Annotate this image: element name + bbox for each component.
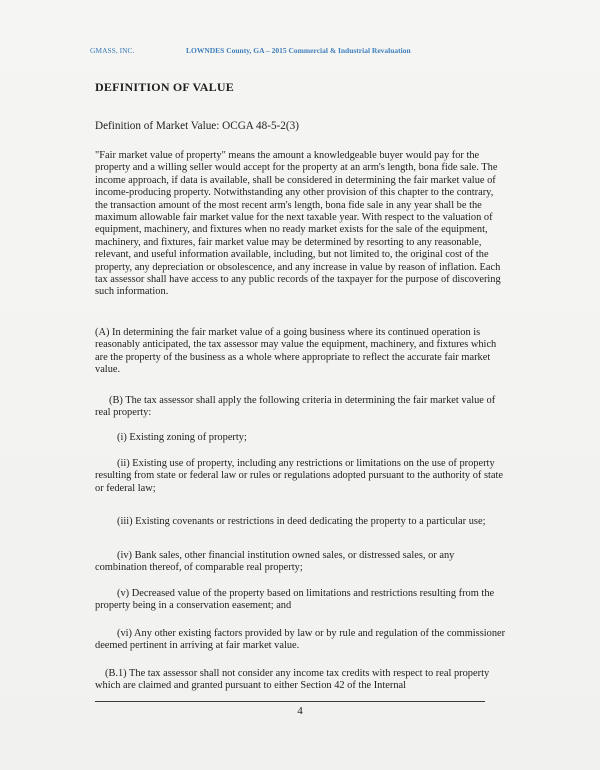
paragraph-b: (B) The tax assessor shall apply the following criteria in determining the fair market value of real property: <box>95 395 496 419</box>
paragraph-intro: "Fair market value of property" means the amount a knowledgeable buyer would pay for the property and a willing seller would accept for the property at an arm's length, bona fide sale. The income approach, if data is available, shall be considered in determining the fair market value of income-producing property. Notwithstanding any other provision of this chapter to the contrary, the transaction amount of the most recent arm's length, bona fide sale in any year shall be the maximum allowable fair market value for the next taxable year. With respect to the valuation of equipment, machinery, and fixtures when no ready market exists for the sale of the equipment, machinery, and fixtures, fair market value may be determined by resorting to any reasonable, relevant, and useful information available, including, but not limited to, the original cost of the property, any depreciation or obsolescence, and any increase in value by reason of inflation. Each tax assessor shall have access to any public records of the taxpayer for the purpose of discovering such information. <box>95 150 501 298</box>
footer-divider <box>95 701 485 702</box>
paragraph-a: (A) In determining the fair market value of a going business where its continued operation is reasonably anticipated, the tax assessor may value the equipment, machinery, and fixtures which are the property of the business as a whole where appropriate to reflect the accurate fair market value. <box>95 327 497 376</box>
header-title: LOWNDES County, GA – 2015 Commercial & Industrial Revaluation <box>186 46 411 55</box>
section-heading: DEFINITION OF VALUE <box>95 80 234 94</box>
header-company: GMASS, INC. <box>90 46 135 55</box>
criteria-ii: (ii) Existing use of property, including any restrictions or limitations on the use of property resulting from state or federal law or rules or regulations adopted pursuant to the authority of state or federal law; <box>95 458 503 494</box>
market-value-subheading: Definition of Market Value: OCGA 48-5-2(3) <box>95 120 299 132</box>
criteria-iii: (iii) Existing covenants or restrictions in deed dedicating the property to a particular use; <box>117 516 486 527</box>
criteria-v: (v) Decreased value of the property based on limitations and restrictions resulting from the property being in a conservation easement; and <box>95 588 495 612</box>
page-number: 4 <box>297 705 303 717</box>
criteria-iv: (iv) Bank sales, other financial institution owned sales, or distressed sales, or any combination thereof, of comparable real property; <box>95 550 455 574</box>
criteria-vi: (vi) Any other existing factors provided by law or by rule and regulation of the commissioner deemed pertinent in arriving at fair market value. <box>95 628 506 652</box>
criteria-i: (i) Existing zoning of property; <box>117 432 247 443</box>
paragraph-b1: (B.1) The tax assessor shall not consider any income tax credits with respect to real property which are claimed and granted pursuant to either Section 42 of the Internal <box>95 668 490 692</box>
